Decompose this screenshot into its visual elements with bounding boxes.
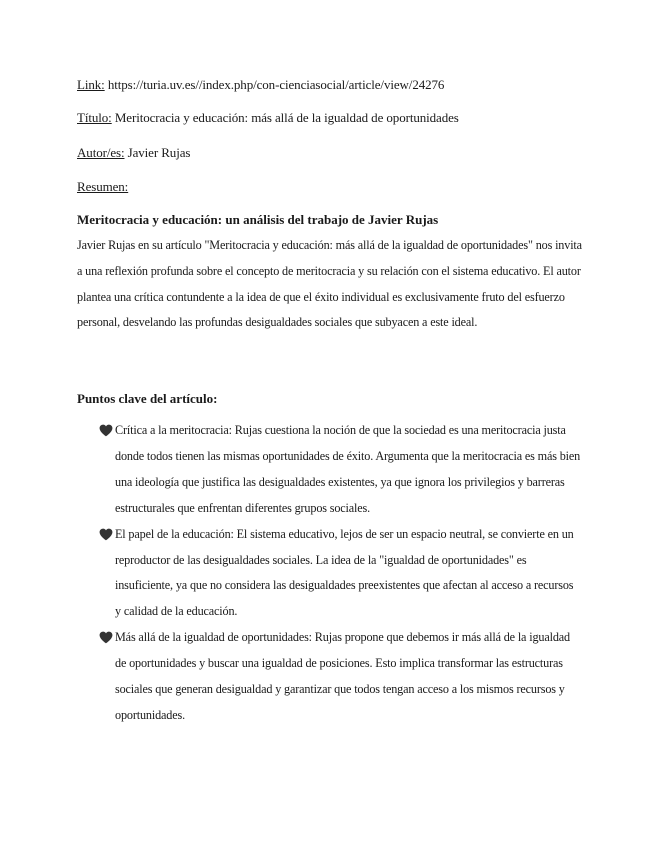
author-label: Autor/es: <box>77 145 125 160</box>
list-item <box>99 522 582 626</box>
summary-label: Resumen: <box>77 179 129 194</box>
key-point-text: El papel de la educación: El sistema educativo, lejos de ser un espacio neutral, se convierte en un reproductor de las desigualdades sociales. La idea de la "igualdad de oportunidades" es insuficiente, ya que no considera las desigualdades preexistentes que afectan al acceso a recursos y calidad de la educación. <box>115 526 574 619</box>
summary-line <box>77 179 128 195</box>
author-line <box>77 145 190 161</box>
title-label: Título: <box>77 110 112 125</box>
title-value: Meritocracia y educación: más allá de la igualdad de oportunidades <box>111 110 459 125</box>
link-line <box>77 77 444 93</box>
link-url: https://turia.uv.es//index.php/con-cienciasocial/article/view/24276 <box>104 77 445 92</box>
key-points-heading: Puntos clave del artículo: <box>77 391 218 406</box>
black-heart-icon <box>99 424 113 437</box>
black-heart-icon <box>99 528 113 541</box>
link-label: Link: <box>77 77 105 92</box>
black-heart-icon <box>99 631 113 644</box>
key-points-list <box>99 418 582 729</box>
list-item <box>99 625 582 729</box>
intro-heading: Meritocracia y educación: un análisis del trabajo de Javier Rujas <box>77 212 439 227</box>
key-point-text: Más allá de la igualdad de oportunidades: Rujas propone que debemos ir más allá de la igualdad de oportunidades y buscar una igualdad de posiciones. Esto implica transformar las estructuras sociales que generan desigualdad y garantizar que todos tengan acceso a los mismos recursos y oportunidades. <box>115 630 570 722</box>
intro-paragraph: Javier Rujas en su artículo "Meritocracia y educación: más allá de la igualdad de oportunidades" nos invita a una reflexión profunda sobre el concepto de meritocracia y su relación con el sistema educativo. El autor plantea una crítica contundente a la idea de que el éxito individual es exclusivamente fruto del esfuerzo personal, desvelando las profundas desigualdades sociales que subyacen a este ideal. <box>77 238 582 330</box>
list-item <box>99 418 582 522</box>
author-value: Javier Rujas <box>124 145 191 160</box>
key-point-text: Crítica a la meritocracia: Rujas cuestiona la noción de que la sociedad es una meritocracia justa donde todos tienen las mismas oportunidades de éxito. Argumenta que la meritocracia es más bien una ideología que justifica las desigualdades existentes, ya que ignora los privilegios y barreras estructurales que enfrentan diferentes grupos sociales. <box>115 423 581 515</box>
title-line <box>77 110 459 126</box>
